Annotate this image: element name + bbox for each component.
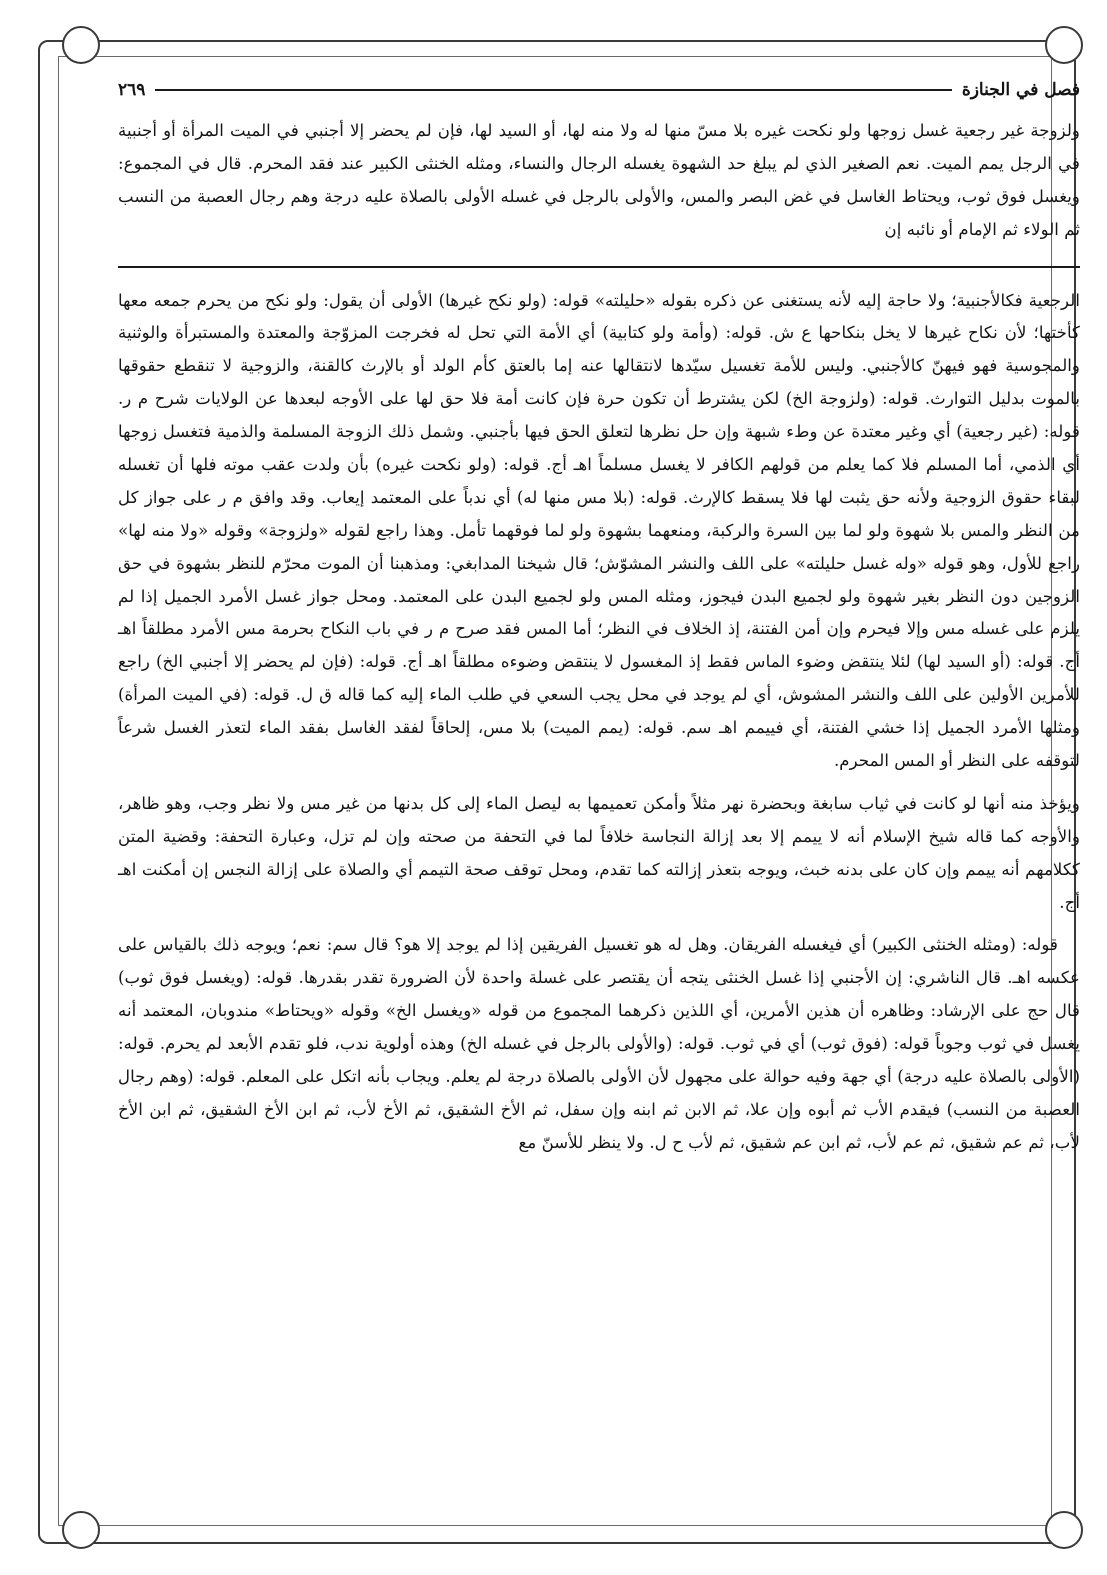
main-text: ولزوجة غير رجعية غسل زوجها ولو نكحت غيره بلا مسّ منها له ولا منه لها، أو السيد لها، فإن لم يحضر إلا أجنبي في الميت المرأة أو أجنبية في الرجل يمم الميت. نعم الصغير الذي لم يبلغ حد الشهوة يغسله الرجال والنساء، ومثله الخنثى الكبير عند فقد المحرم. قال في المجموع: ويغسل فوق ثوب، ويحتاط الغاسل في غض البصر والمس، والأولى بالرجل في غسله الأولى بالصلاة عليه درجة وهم رجال العصبة من النسب ثم الولاء ثم الإمام أو نائبه إن — [118, 120, 1080, 239]
commentary — [118, 284, 1080, 1159]
corner-ornament — [1045, 26, 1083, 64]
text-separator — [118, 266, 1080, 268]
commentary-paragraph: قوله: (ومثله الخنثى الكبير) أي فيغسله الفريقان. وهل له هو تغسيل الفريقين إذا لم يوجد إلا هو؟ قال سم: نعم؛ ويوجه ذلك بالقياس على عكسه اهـ. قال الناشري: إن الأجنبي إذا غسل الخنثى يتجه أن يقتصر على غسلة واحدة لأن الضرورة تقدر بقدرها. قوله: (ويغسل فوق ثوب) قال حج على الإرشاد: وظاهره أن هذين الأمرين، أي اللذين ذكرهما المجموع من قوله «ويغسل الخ» وقوله «ويحتاط» مندوبان، المعتمد أنه يغسل في ثوب وجوباً قوله: (فوق ثوب) أي في ثوب. قوله: (والأولى بالرجل في غسله الخ) وهذه أولوية ندب، فلو تقدم الأبعد لم يحرم. قوله: (الأولى بالصلاة عليه درجة) أي جهة وفيه حوالة على مجهول لأن الأولى بالصلاة درجة لم يعلم. ويجاب بأنه اتكل على المعلم. قوله: (وهم رجال العصبة من النسب) فيقدم الأب ثم أبوه وإن علا، ثم الابن ثم ابنه وإن سفل، ثم الأخ الشقيق، ثم الأخ لأب، ثم ابن الأخ الشقيق، ثم ابن الأخ لأب، ثم عم شقيق، ثم عم لأب، ثم ابن عم شقيق، ثم لأب ح ل. ولا ينظر للأسنّ مع — [118, 934, 1080, 1152]
corner-ornament — [1045, 1511, 1083, 1549]
corner-ornament — [62, 26, 100, 64]
commentary-paragraph: الرجعية فكالأجنبية؛ ولا حاجة إليه لأنه يستغنى عن ذكره بقوله «حليلته» قوله: (ولو نكح غيرها) الأولى أن يقول: ولو نكح من يحرم جمعه معها كأختها؛ لأن نكاح غيرها لا يخل بنكاحها ع ش. قوله: (وأمة ولو كتابية) أي الأمة التي تحل له فخرجت المزوّجة والمعتدة والمستبرأة والوثنية والمجوسية فهو فيهنّ كالأجنبي. وليس للأمة تغسيل سيّدها لانتقالها عنه إما بالعتق كأم الولد أو بالإرث كالقنة، والزوجية لا تنقطع حقوقها بالموت بدليل التوارث. قوله: (ولزوجة الخ) لكن يشترط أن تكون حرة فإن كانت أمة فلا حق لها على الأوجه لبعدها عن الولايات شرح م ر. قوله: (غير رجعية) أي وغير معتدة عن وطء شبهة وإن حل نظرها لتعلق الحق فيها بأجنبي. وشمل ذلك الزوجة المسلمة والذمية فتغسل زوجها أي الذمي، أما المسلم فلا كما يعلم من قولهم الكافر لا يغسل مسلماً اهـ أج. قوله: (ولو نكحت غيره) بأن ولدت عقب موته فلها أن تغسله لبقاء حقوق الزوجية ولأنه حق يثبت لها فلا يسقط كالإرث. قوله: (بلا مس منها له) أي ندباً على المعتمد إيعاب. وقد وافق م ر على جواز كل من النظر والمس بلا شهوة ولو لما بين السرة والركبة، ومنعهما بشهوة ولو لما فوقهما تأمل. وهذا راجع لقوله «ولزوجة» وقوله «ولا منه لها» راجع للأول، وهو قوله «وله غسل حليلته» على اللف والنشر المشوّش؛ قال شيخنا المدابغي: ومذهبنا أن الموت محرّم للنظر بشهوة في حق الزوجين دون النظر بغير شهوة ولو لجميع البدن فيجوز، ومثله المس ولو لجميع البدن على المعتمد. ومحل جواز غسل الأمرد الجميل إذا لم يلزم على غسله مس وإلا فيحرم وإن أمن الفتنة، إذ الخلاف في النظر؛ أما المس فقد صرح م ر في باب النكاح بحرمة مس الأمرد مطلقاً اهـ أج. قوله: (أو السيد لها) لئلا ينتقض وضوء الماس فقط إذ المغسول لا ينتقض وضوءه مطلقاً اهـ أج. قوله: (فإن لم يحضر إلا أجنبي الخ) راجع للأمرين الأولين على اللف والنشر المشوش، أي لم يوجد في محل يجب السعي في طلب الماء إليه كما قاله ق ل. قوله: (في الميت المرأة) ومثلها الأمرد الجميل إذا خشي الفتنة، أي فييمم اهـ سم. قوله: (يمم الميت) بلا مس، إلحاقاً لفقد الغاسل بفقد الماء لتعذر الغسل شرعاً لتوقفه على النظر أو المس المحرم. — [118, 289, 1080, 771]
chapter-title: فصل في الجنازة — [961, 80, 1080, 100]
running-header — [118, 70, 1080, 110]
commentary-paragraph: ويؤخذ منه أنها لو كانت في ثياب سابغة وبحضرة نهر مثلاً وأمكن تعميمها به ليصل الماء إلى كل بدنها من غير مس ولا نظر وجب، وهو ظاهر، والأوجه كما قاله شيخ الإسلام أنه لا ييمم إلا بعد إزالة النجاسة خلافاً لما في التحفة من صحته وإن لم تزل، وعبارة التحفة: وقضية المتن ككلامهم أنه ييمم وإن كان على بدنه خبث، ويوجه بتعذر إزالته كما تقدم، ومحل توقف صحة التيمم أي والصلاة على إزالة النجس إن أمكنت اهـ أج. — [118, 792, 1080, 912]
header-rule — [155, 89, 951, 91]
corner-ornament — [62, 1511, 100, 1549]
page-number: ٢٦٩ — [118, 80, 146, 100]
page — [118, 70, 1080, 1500]
